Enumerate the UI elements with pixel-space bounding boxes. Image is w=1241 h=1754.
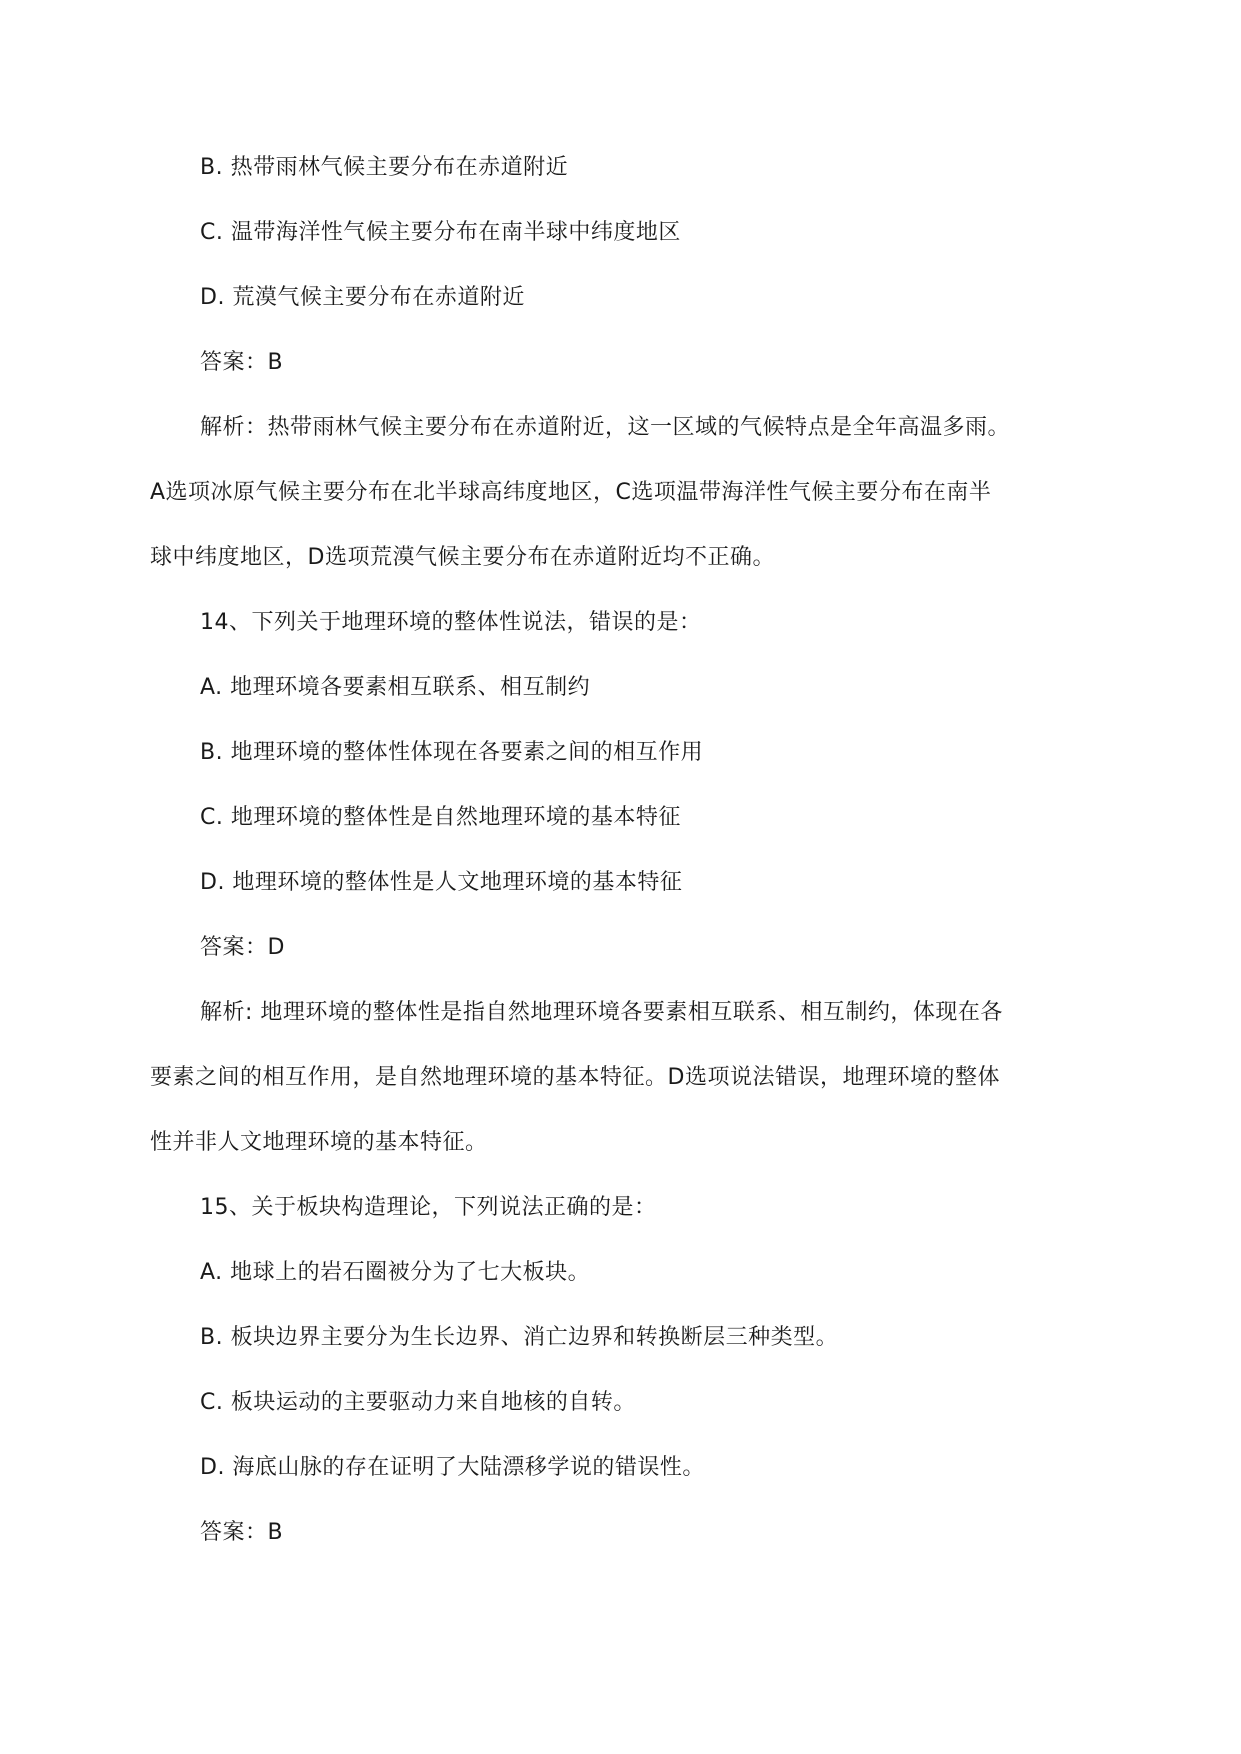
q15-stem: 15、关于板块构造理论，下列说法正确的是： bbox=[200, 1195, 657, 1220]
prev-option-c: C. 温带海洋性气候主要分布在南半球中纬度地区 bbox=[200, 220, 681, 245]
q15-option-b: B. 板块边界主要分为生长边界、消亡边界和转换断层三种类型。 bbox=[200, 1325, 839, 1350]
prev-analysis-line-1: 解析：热带雨林气候主要分布在赤道附近，这一区域的气候特点是全年高温多雨。 bbox=[200, 415, 1011, 440]
q15-option-a: A. 地球上的岩石圈被分为了七大板块。 bbox=[200, 1260, 591, 1285]
prev-analysis-line-2: A选项冰原气候主要分布在北半球高纬度地区，C选项温带海洋性气候主要分布在南半 bbox=[150, 480, 992, 505]
q14-stem: 14、下列关于地理环境的整体性说法，错误的是： bbox=[200, 610, 702, 635]
q14-analysis-line-3: 性并非人文地理环境的基本特征。 bbox=[150, 1130, 488, 1155]
q14-option-a: A. 地理环境各要素相互联系、相互制约 bbox=[200, 675, 591, 700]
q15-answer: 答案：B bbox=[200, 1520, 284, 1545]
q14-answer: 答案：D bbox=[200, 935, 285, 960]
prev-answer: 答案：B bbox=[200, 350, 284, 375]
q14-analysis-line-1: 解析: 地理环境的整体性是指自然地理环境各要素相互联系、相互制约，体现在各 bbox=[200, 1000, 1003, 1025]
q14-option-d: D. 地理环境的整体性是人文地理环境的基本特征 bbox=[200, 870, 683, 895]
prev-option-b: B. 热带雨林气候主要分布在赤道附近 bbox=[200, 155, 569, 180]
q15-option-d: D. 海底山脉的存在证明了大陆漂移学说的错误性。 bbox=[200, 1455, 705, 1480]
prev-option-d: D. 荒漠气候主要分布在赤道附近 bbox=[200, 285, 525, 310]
q14-analysis-line-2: 要素之间的相互作用，是自然地理环境的基本特征。D选项说法错误，地理环境的整体 bbox=[150, 1065, 1000, 1090]
q14-option-c: C. 地理环境的整体性是自然地理环境的基本特征 bbox=[200, 805, 681, 830]
q15-option-c: C. 板块运动的主要驱动力来自地核的自转。 bbox=[200, 1390, 636, 1415]
q14-option-b: B. 地理环境的整体性体现在各要素之间的相互作用 bbox=[200, 740, 704, 765]
prev-analysis-line-3: 球中纬度地区，D选项荒漠气候主要分布在赤道附近均不正确。 bbox=[150, 545, 775, 570]
